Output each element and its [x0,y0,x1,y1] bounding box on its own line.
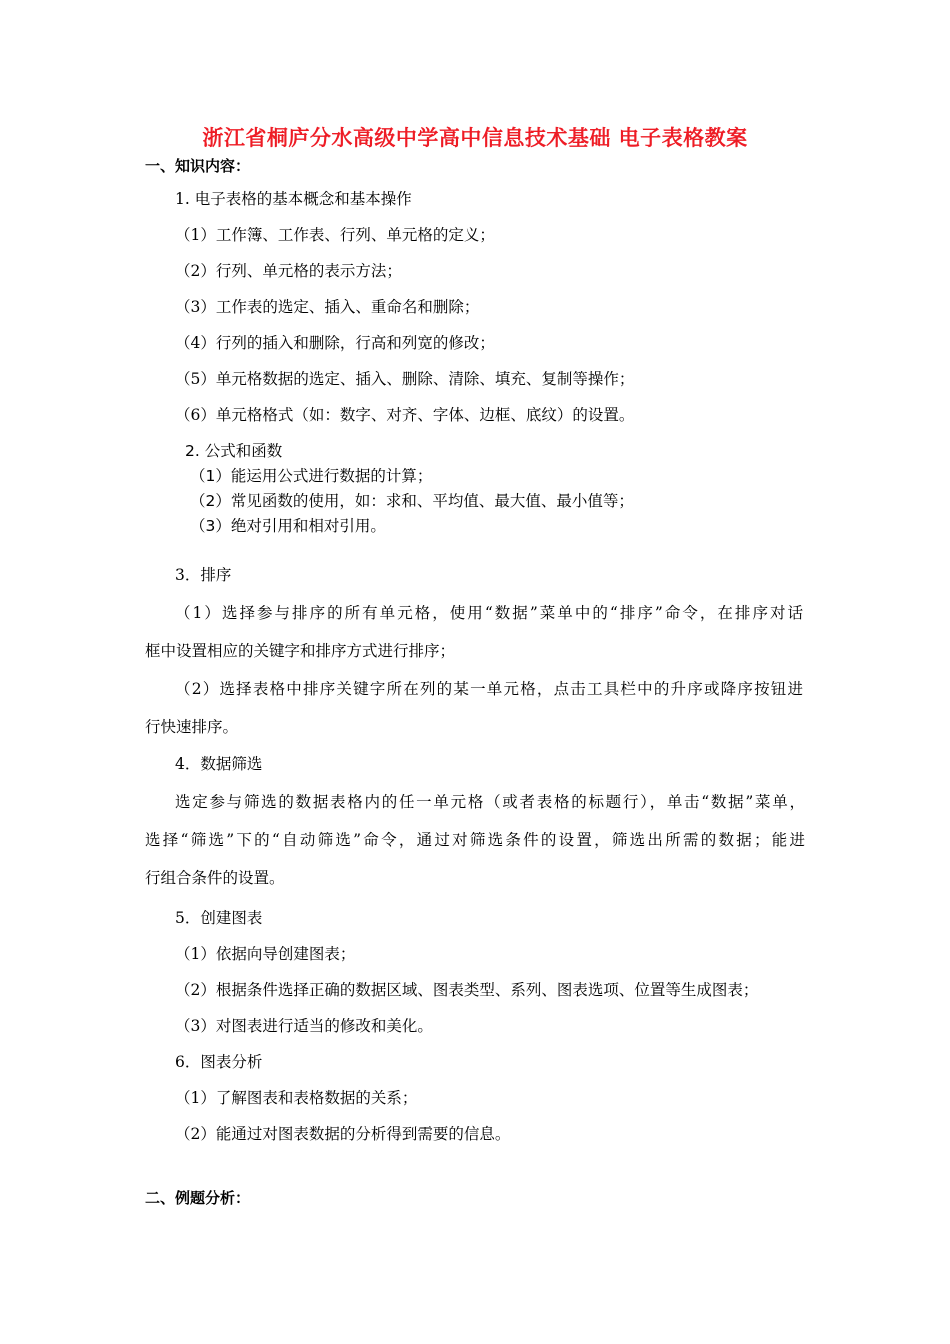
list-item: （1）了解图表和表格数据的关系； [175,1089,418,1107]
topic-heading-create-chart: 5．创建图表 [175,909,263,927]
paragraph-line: 框中设置相应的关键字和排序方式进行排序； [145,642,456,660]
topic-heading-filter: 4．数据筛选 [175,755,263,773]
document-title: 浙江省桐庐分水高级中学高中信息技术基础 电子表格教案 [202,126,748,150]
topic-heading-sorting: 3．排序 [175,566,232,584]
list-item: （5）单元格数据的选定、插入、删除、清除、填充、复制等操作； [175,370,635,388]
paragraph-line: 行快速排序。 [145,718,239,736]
topic-heading-basics: 1. 电子表格的基本概念和基本操作 [175,190,412,208]
paragraph-line: 行组合条件的设置。 [145,869,285,887]
topic-heading-formulas: 2. 公式和函数 [185,442,283,460]
list-item: （1）依据向导创建图表； [175,945,356,963]
list-item: （1）工作簿、工作表、行列、单元格的定义； [175,226,495,244]
paragraph-line: （1）选择参与排序的所有单元格，使用“数据”菜单中的“排序”命令，在排序对话 [175,604,803,622]
list-item: （2）根据条件选择正确的数据区域、图表类型、系列、图表选项、位置等生成图表； [175,981,759,999]
paragraph-line: 选择“筛选”下的“自动筛选”命令，通过对筛选条件的设置，筛选出所需的数据；能进 [145,831,805,849]
section-heading-examples: 二、例题分析： [145,1189,251,1207]
list-item: （2）行列、单元格的表示方法； [175,262,402,280]
topic-heading-chart-analysis: 6．图表分析 [175,1053,263,1071]
list-item: （2）能通过对图表数据的分析得到需要的信息。 [175,1125,511,1143]
paragraph-line: 选定参与筛选的数据表格内的任一单元格（或者表格的标题行），单击“数据”菜单， [175,793,805,811]
list-item: （6）单元格格式（如：数字、对齐、字体、边框、底纹）的设置。 [175,406,635,424]
list-item: （1）能运用公式进行数据的计算； [190,467,433,485]
list-item: （2）常见函数的使用，如：求和、平均值、最大值、最小值等； [190,492,634,510]
list-item: （4）行列的插入和删除，行高和列宽的修改； [175,334,495,352]
paragraph-line: （2）选择表格中排序关键字所在列的某一单元格，点击工具栏中的升序或降序按钮进 [175,680,803,698]
list-item: （3）对图表进行适当的修改和美化。 [175,1017,433,1035]
section-heading-knowledge: 一、知识内容： [145,157,251,175]
list-item: （3）工作表的选定、插入、重命名和删除； [175,298,480,316]
list-item: （3）绝对引用和相对引用。 [190,517,386,535]
